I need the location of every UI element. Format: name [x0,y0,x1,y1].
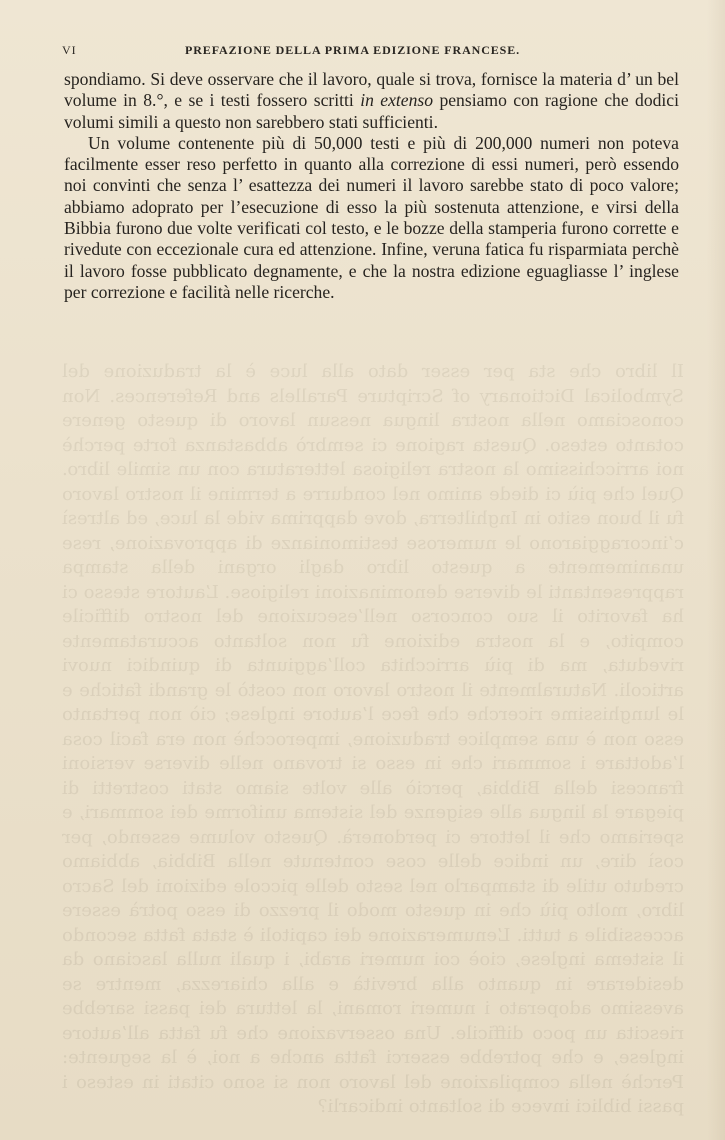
paragraph-2: Un volume contenente più di 50,000 testi e più di 200,000 numeri non poteva facilmente esser reso perfetto in quanto alla correzione di essi numeri, però essendo noi convinti che senza l’ esattezza dei numeri il lavoro sarebbe stato di poco valore; abbiamo adoprato per l’esecuzione di esso la più sostenuta attenzione, e virsi della Bibbia furono due volte verificati col testo, e le bozze della stamperia furono corrette e rivedute con eccezionale cura ed attenzione. Infine, veruna fatica fu risparmiata perchè il lavoro fosse pubblicato degnamente, e che la nostra edizione eguagliasse l’ inglese per correzione e facilità nelle ricerche. [64,132,679,302]
page-number: VI [62,43,77,57]
paragraph-1-text-a: spondiamo. Si deve osservare che il lavoro, quale si trova, fornisce la materia d’ un bel volume in 8.°, e se i testi fossero scritti [64,69,679,111]
paragraph-1-text-b: pensiamo con ragione che dodici volumi simili a questo non sarebbero stati sufficienti. [64,90,679,132]
page-header [62,43,680,61]
paragraph-1 [64,69,679,133]
body-text [64,69,679,303]
page-edge-shadow [707,0,725,1140]
paragraph-1-italic-phrase: in extenso [360,90,434,111]
running-head: PREFAZIONE DELLA PRIMA EDIZIONE FRANCESE. [185,43,521,57]
bleed-through-text: Il libro che sta per esser dato alla luce è la traduzione del Symbolical Dictionary of Scripture Parallels and References. Non conosciamo nella nostra lingua nessun lavoro di questo genere cotanto esteso. Questa ragione ci sembrò abbastanza forte perchè noi arricchissimo la nostra religiosa letteratura con un simile libro. Quel che più ci diede animo nel condurre a termine il nostro lavoro fu il buon esito in Inghilterra, dove dapprima vide la luce, ed altresì c’incoraggiarono le numerose testimonianze di approvazione, rese unanimemente a questo libro dagli organi della stampa rappresentanti le diverse denominazioni religiose. L’autore stesso ci ha favorito il suo concorso nell’esecuzione del nostro difficile compito, e la nostra edizione fu non soltanto accuratamente riveduta, ma di più arricchita coll’aggiunta di quindici nuovi articoli. Naturalmente il nostro lavoro non costò le grandi fatiche e le lunghissime ricerche che fece l’autore inglese; ciò non pertanto esso non è una semplice traduzione, imperocchè non era facil cosa l’adottare i sommari che in esso si trovano nelle diverse versioni francesi della Bibbia, perciò alle volte siamo stati costretti di piegare la lingua alle esigenze del sistema uniforme dei sommari, e speriamo che il lettore ci perdonerà. Questo volume essendo, per così dire, un indice delle cose contenute nella Bibbia, abbiamo creduto utile di stamparlo nel sesto delle piccole edizioni del Sacro libro, molto più che in questo modo il prezzo di esso potrà essere accessibile a tutti. L’enumerazione dei capitoli è stata fatta secondo il sistema inglese, cioè coi numeri arabi, i quali nulla lasciano da desiderare in quanto alla brevità e alla chiarezza, mentre se avessimo adoperato i numeri romani, la lettura dei passi sarebbe riescita un poco difficile. Una osservazione che fu fatta all’autore inglese, e che potrebbe esserci fatta anche a noi, è la seguente: Perchè nella compilazione del lavoro non si sono citati in esteso i passi biblici invece di soltanto indicarli? [62,361,684,1117]
